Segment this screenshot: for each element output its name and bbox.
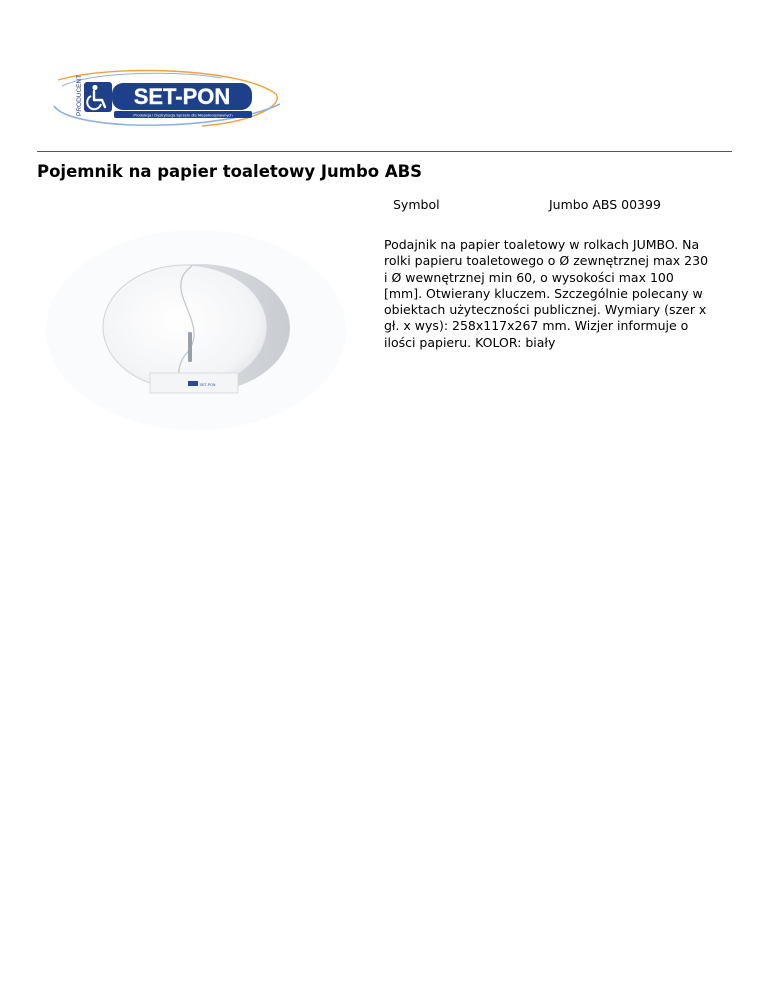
spec-symbol-label: Symbol [393,197,440,212]
product-photo [40,230,352,435]
svg-text:SET-PON: SET-PON [200,383,216,387]
set-pon-logo [52,66,284,132]
product-description: Podajnik na papier toaletowy w rolkach JUMBO. Na rolki papieru toaletowego o Ø zewnętrznej max 230 i Ø wewnętrznej min 60, o wysokości max 100 [mm]. Otwierany kluczem. Szczególnie polecany w obiektach użyteczności publicznej. Wymiary (szer x gł. x wys): 258x117x267 mm. Wizjer informuje o ilości papieru. KOLOR: biały [384,237,709,350]
logo-brand-name: SET-PON [133,84,231,109]
header-divider [37,151,732,152]
logo-tagline-vertical: PRODUCENT [76,74,83,116]
product-title: Pojemnik na papier toaletowy Jumbo ABS [37,162,423,181]
spec-symbol-value: Jumbo ABS 00399 [549,197,661,212]
logo-slogan: Produkcja i Dystrybucja Sprzętu dla Niepełnosprawnych [133,112,233,118]
wheelchair-icon [84,82,112,112]
